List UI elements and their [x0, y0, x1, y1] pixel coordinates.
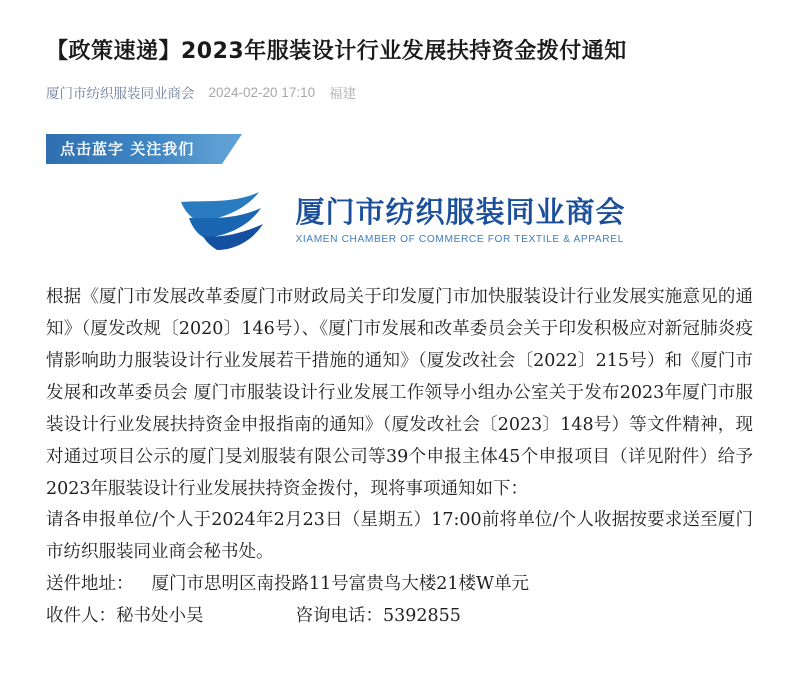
- follow-banner[interactable]: [46, 134, 242, 164]
- article-body: [46, 282, 753, 632]
- recipient-value: 秘书处小吴: [116, 605, 204, 626]
- article-page: [0, 15, 799, 699]
- address-line: [46, 569, 753, 601]
- address-label: 送件地址：: [46, 574, 134, 595]
- article-region: 福建: [329, 86, 357, 102]
- article-source[interactable]: 厦门市纺织服装同业商会: [46, 86, 195, 102]
- recipient-label: 收件人：: [46, 605, 116, 626]
- logo-chinese-name: 厦门市纺织服装同业商会: [295, 195, 626, 230]
- logo-english-name: XIAMEN CHAMBER OF COMMERCE FOR TEXTILE & APPAREL: [295, 233, 624, 245]
- chamber-logo-icon: [173, 188, 285, 252]
- follow-banner-arrow-icon: [222, 134, 242, 164]
- organization-logo: [46, 188, 753, 252]
- paragraph-submission-deadline: 请各申报单位/个人于2024年2月23日（星期五）17:00前将单位/个人收据按要求送至厦门市纺织服装同业商会秘书处。: [46, 510, 753, 563]
- phone-label: 咨询电话：: [295, 605, 383, 626]
- page-title: 【政策速递】2023年服装设计行业发展扶持资金拨付通知: [46, 38, 627, 64]
- paragraph-policy-basis: 根据《厦门市发展改革委厦门市财政局关于印发厦门市加快服装设计行业发展实施意见的通知》（厦发改规〔2020〕146号）、《厦门市发展和改革委员会关于印发积极应对新冠肺炎疫情影响助力服装设计行业发展若干措施的通知》（厦发改社会〔2022〕215号）和《厦门市发展和改革委员会 厦门市服装设计行业发展工作领导小组办公室关于发布2023年厦门市服装设计行业发展扶持资金申报指南的通知》（厦发改社会〔2023〕148号）等文件精神，现对通过项目公示的厦门旻刘服装有限公司等39个申报主体45个申报项目（详见附件）给予2023年服装设计行业发展扶持资金拨付，现将事项通知如下：: [46, 287, 753, 499]
- address-value: 厦门市思明区南投路11号富贵鸟大楼21楼W单元: [151, 574, 530, 595]
- phone-value: 5392855: [383, 605, 461, 626]
- contact-line: [46, 601, 753, 633]
- article-meta: [46, 82, 753, 102]
- article-date: 2024-02-20 17:10: [208, 84, 316, 100]
- follow-banner-label: 点击蓝字 关注我们: [60, 140, 195, 159]
